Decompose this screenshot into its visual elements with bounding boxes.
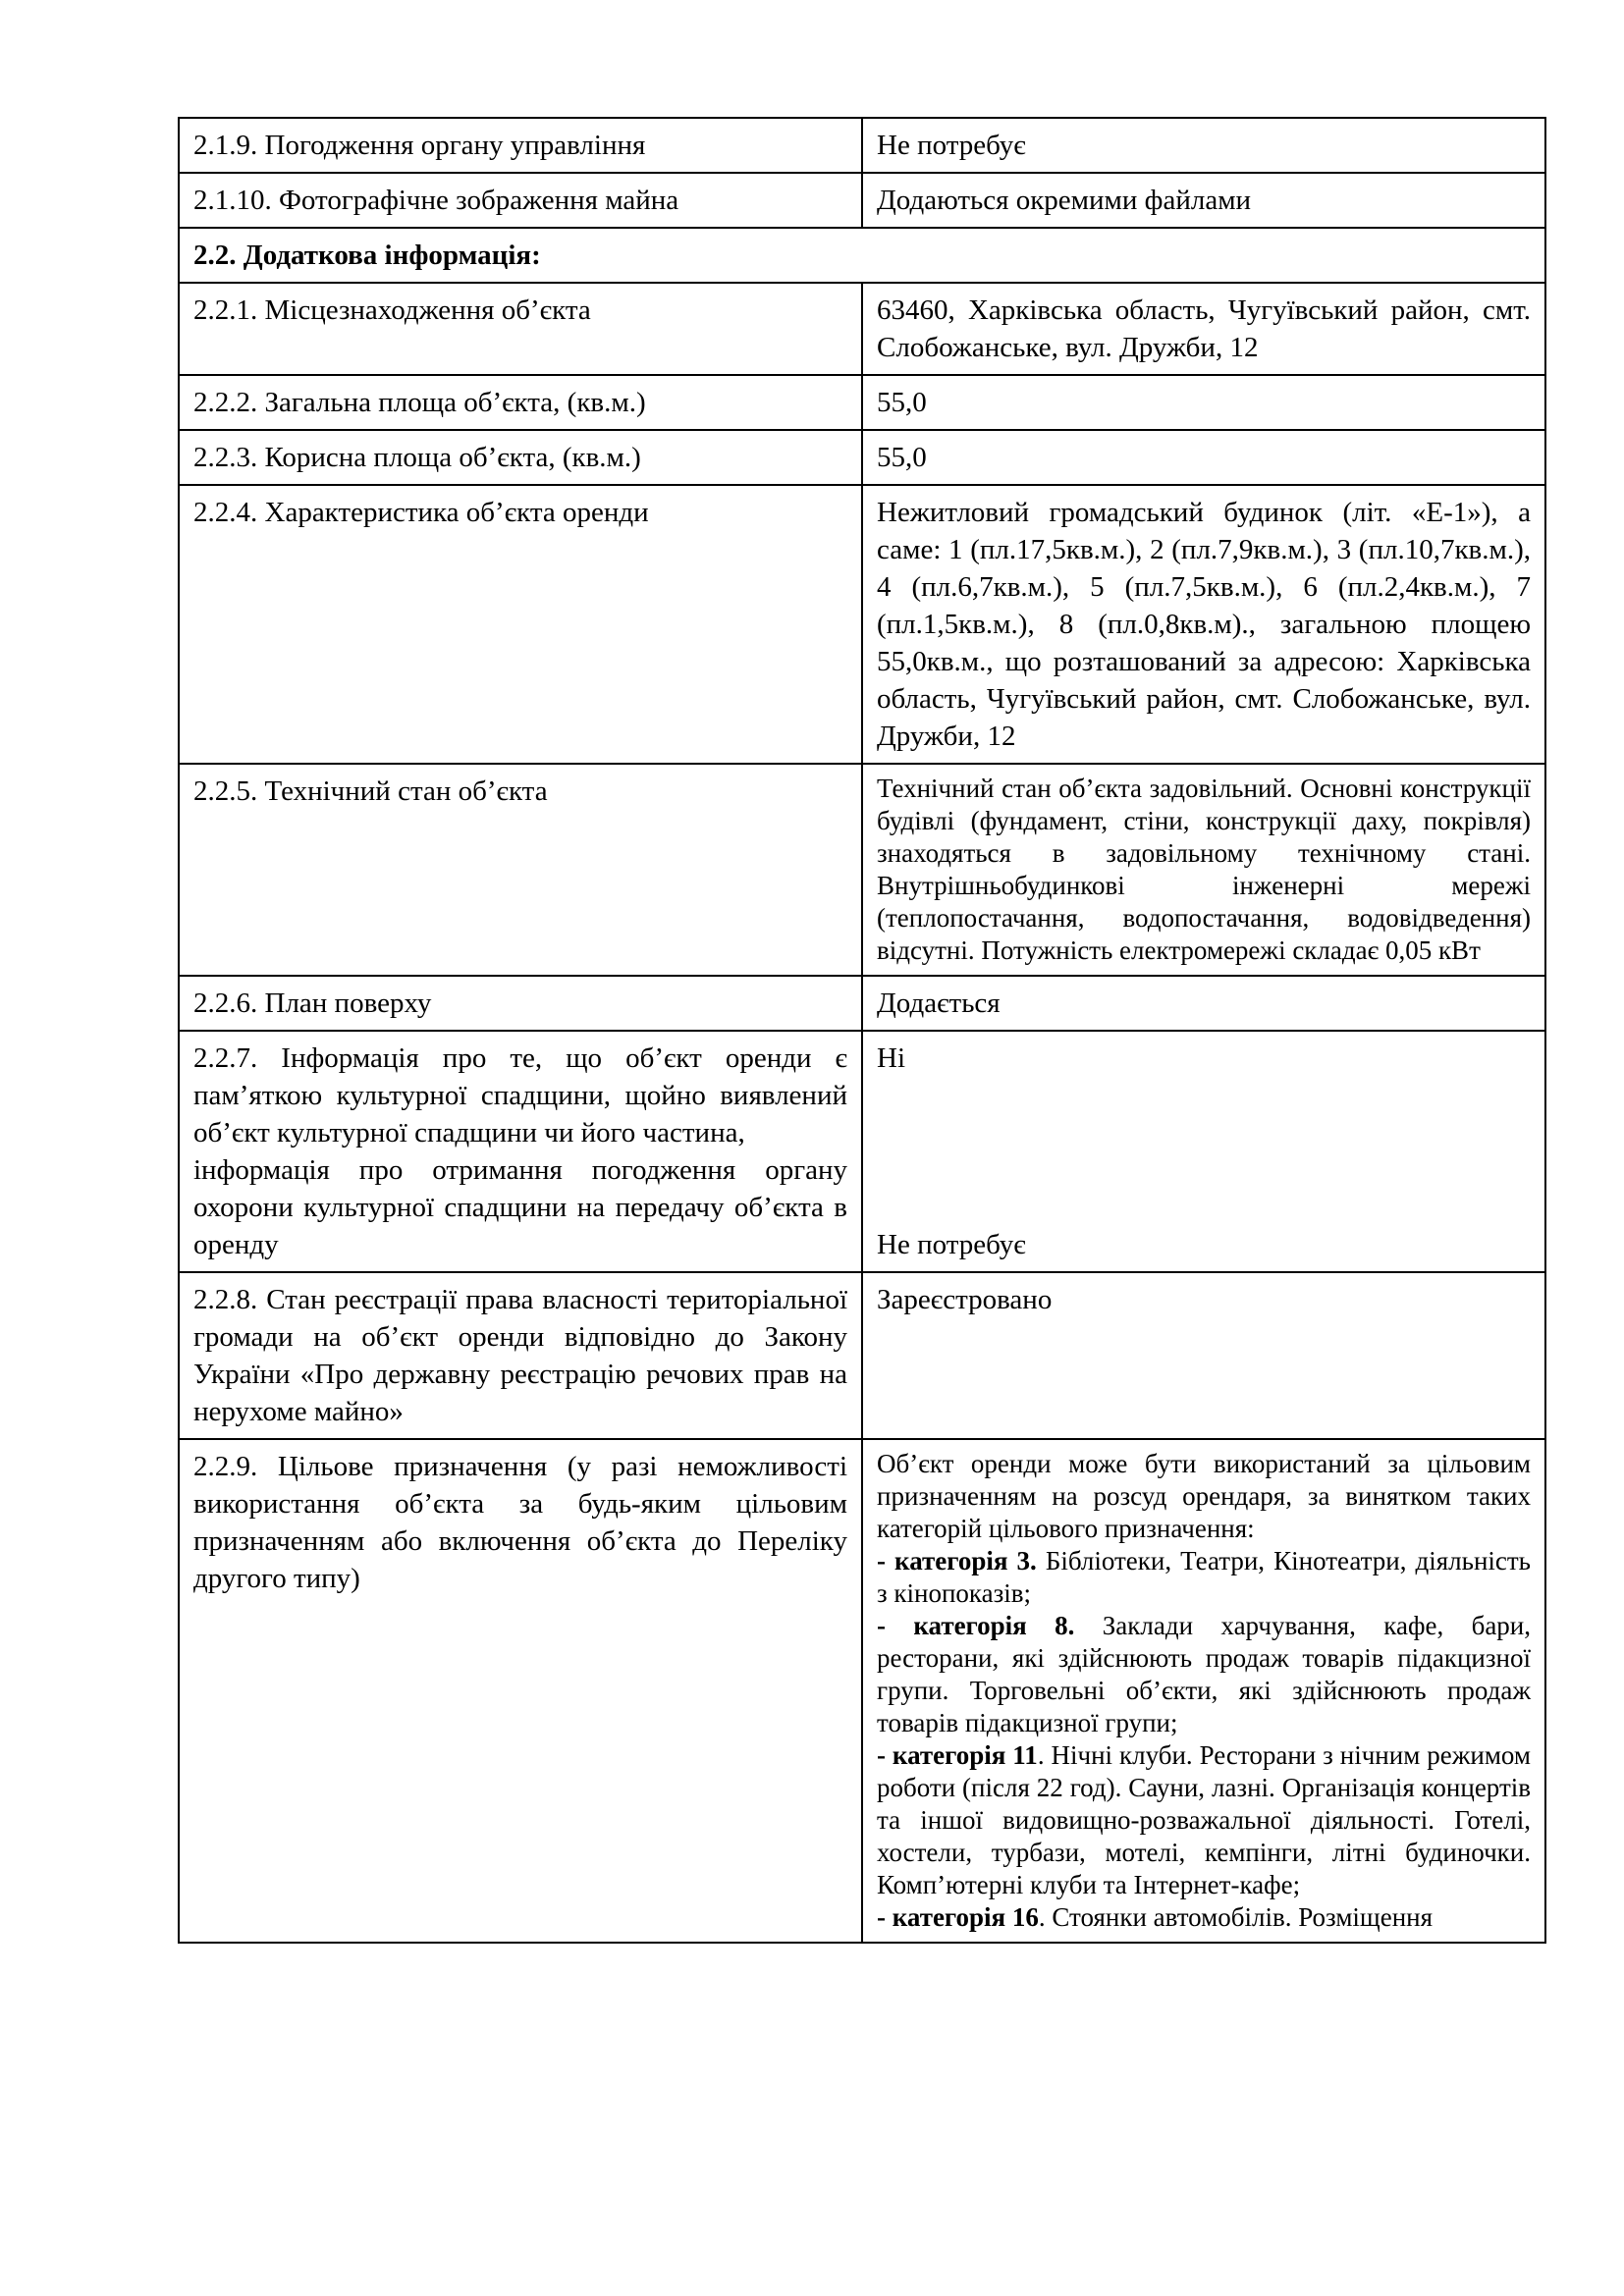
label-part-a: 2.2.7. Інформація про те, що об’єкт оренди є пам’яткою культурної спадщини, щойно виявлений об’єкт культурної спадщини чи його частина, [193,1042,847,1148]
value-part-a: Ні [877,1042,905,1074]
table-row [179,485,1545,764]
row-value: Додається [862,976,1545,1031]
row-value: Зареєстровано [862,1272,1545,1439]
row-value: Технічний стан об’єкта задовільний. Основні конструкції будівлі (фундамент, стіни, конструкції даху, покрівля) знаходяться в задовільному технічному стані. Внутрішньобудинкові інженерні мережі (теплопостачання, водопостачання, водовідведення) відсутні. Потужність електромережі складає 0,05 кВт [862,764,1545,976]
category-item [877,1610,1531,1739]
category-head: - категорія 8. [877,1611,1075,1640]
property-info-table [178,117,1546,1944]
row-label: 2.1.10. Фотографічне зображення майна [179,173,862,228]
category-text: Бібліотеки, Театри, Кінотеатри, діяльність з кінопоказів; [877,1546,1531,1608]
row-label: 2.1.9. Погодження органу управління [179,118,862,173]
row-label: 2.2.8. Стан реєстрації права власності територіальної громади на об’єкт оренди відповідно до Закону України «Про державну реєстрацію речових прав на нерухоме майно» [179,1272,862,1439]
category-head: - категорія 11 [877,1740,1038,1770]
row-label: 2.2.6. План поверху [179,976,862,1031]
value-spacer [877,1077,1531,1151]
table-row [179,764,1545,976]
category-item [877,1739,1531,1901]
category-text: Заклади харчування, кафе, бари, ресторани, які здійснюють продаж товарів підакцизної групи. Торговельні об’єкти, які здійснюють продаж товарів підакцизної групи; [877,1611,1531,1737]
row-value: 55,0 [862,430,1545,485]
table-row [179,283,1545,375]
value-part-b: Не потребує [877,1229,1026,1260]
label-part-b: інформація про отримання погодження органу охорони культурної спадщини на передачу об’єкта в оренду [193,1154,847,1260]
table-row [179,375,1545,430]
category-head: - категорія 16 [877,1902,1039,1932]
row-label: 2.2.5. Технічний стан об’єкта [179,764,862,976]
category-head: - категорія 3. [877,1546,1037,1575]
section-heading-row [179,228,1545,283]
table-row [179,976,1545,1031]
row-label: 2.2.9. Цільове призначення (у разі неможливості використання об’єкта за будь-яким цільовим призначенням або включення об’єкта до Переліку другого типу) [179,1439,862,1943]
row-value: 55,0 [862,375,1545,430]
row-value [862,1031,1545,1272]
table-row [179,1439,1545,1943]
purpose-intro: Об’єкт оренди може бути використаний за цільовим призначенням на розсуд орендаря, за винятком таких категорій цільового призначення: [877,1449,1531,1543]
row-label: 2.2.2. Загальна площа об’єкта, (кв.м.) [179,375,862,430]
row-value: Додаються окремими файлами [862,173,1545,228]
table-row [179,1272,1545,1439]
value-spacer [877,1151,1531,1226]
table-row [179,118,1545,173]
category-text: . Нічні клуби. Ресторани з нічним режимом роботи (після 22 год). Сауни, лазні. Організація концертів та іншої видовищно-розважальної діяльності. Готелі, хостели, турбази, мотелі, кемпінги, літні будиночки. Комп’ютерні клуби та Інтернет-кафе; [877,1740,1531,1899]
category-text: . Стоянки автомобілів. Розміщення [1038,1902,1434,1932]
category-item [877,1545,1531,1610]
category-item [877,1901,1531,1934]
row-label: 2.2.4. Характеристика об’єкта оренди [179,485,862,764]
row-label: 2.2.1. Місцезнаходження об’єкта [179,283,862,375]
row-value: Нежитловий громадський будинок (літ. «Е-1»), а саме: 1 (пл.17,5кв.м.), 2 (пл.7,9кв.м.), 3 (пл.10,7кв.м.), 4 (пл.6,7кв.м.), 5 (пл.7,5кв.м.), 6 (пл.2,4кв.м.), 7 (пл.1,5кв.м.), 8 (пл.0,8кв.м)., загальною площею 55,0кв.м., що розташований за адресою: Харківська область, Чугуївський район, смт. Слобожанське, вул. Дружби, 12 [862,485,1545,764]
section-heading: 2.2. Додаткова інформація: [179,228,1545,283]
row-value: 63460, Харківська область, Чугуївський район, смт. Слобожанське, вул. Дружби, 12 [862,283,1545,375]
table-row [179,1031,1545,1272]
row-label: 2.2.3. Корисна площа об’єкта, (кв.м.) [179,430,862,485]
table-row [179,430,1545,485]
table-row [179,173,1545,228]
row-value: Не потребує [862,118,1545,173]
row-value [862,1439,1545,1943]
row-label [179,1031,862,1272]
